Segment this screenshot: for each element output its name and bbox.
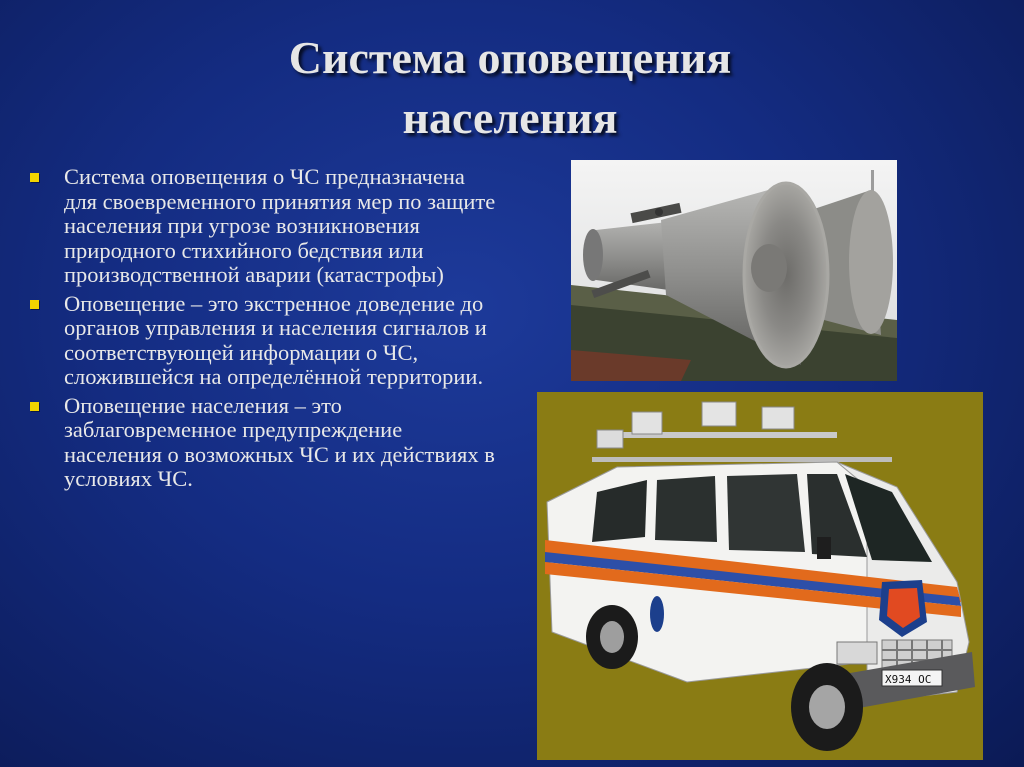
bullet-list (28, 165, 498, 496)
emergency-van-photo (537, 392, 983, 760)
slide-title-line-2: населения (402, 92, 618, 143)
siren-loudspeakers-photo (571, 160, 897, 381)
bullet-text: Система оповещения о ЧС предназначена для своевременного принятия мер по защите населения при угрозе возникновения природного стихийного бедствия или производственной аварии (катастрофы) (64, 164, 496, 287)
bullet-square-icon (30, 402, 39, 411)
bullet-text: Оповещение – это экстренное доведение до органов управления и населения сигналов и соответствующей информации о ЧС, сложившейся на определённой территории. (64, 290, 487, 389)
bullet-item (28, 394, 498, 492)
bullet-item (28, 292, 498, 390)
emergency-van-icon (537, 392, 983, 760)
slide-title-line-1: Система оповещения (288, 32, 732, 83)
bullet-square-icon (30, 173, 39, 182)
bullet-item (28, 165, 498, 288)
bullet-text: Оповещение населения – это заблаговременное предупреждение населения о возможных ЧС и их действиях в условиях ЧС. (64, 392, 495, 491)
slide-title (150, 28, 870, 148)
siren-loudspeakers-icon (571, 160, 897, 381)
bullet-square-icon (30, 300, 39, 309)
license-plate: Х934 ОС (885, 673, 932, 686)
